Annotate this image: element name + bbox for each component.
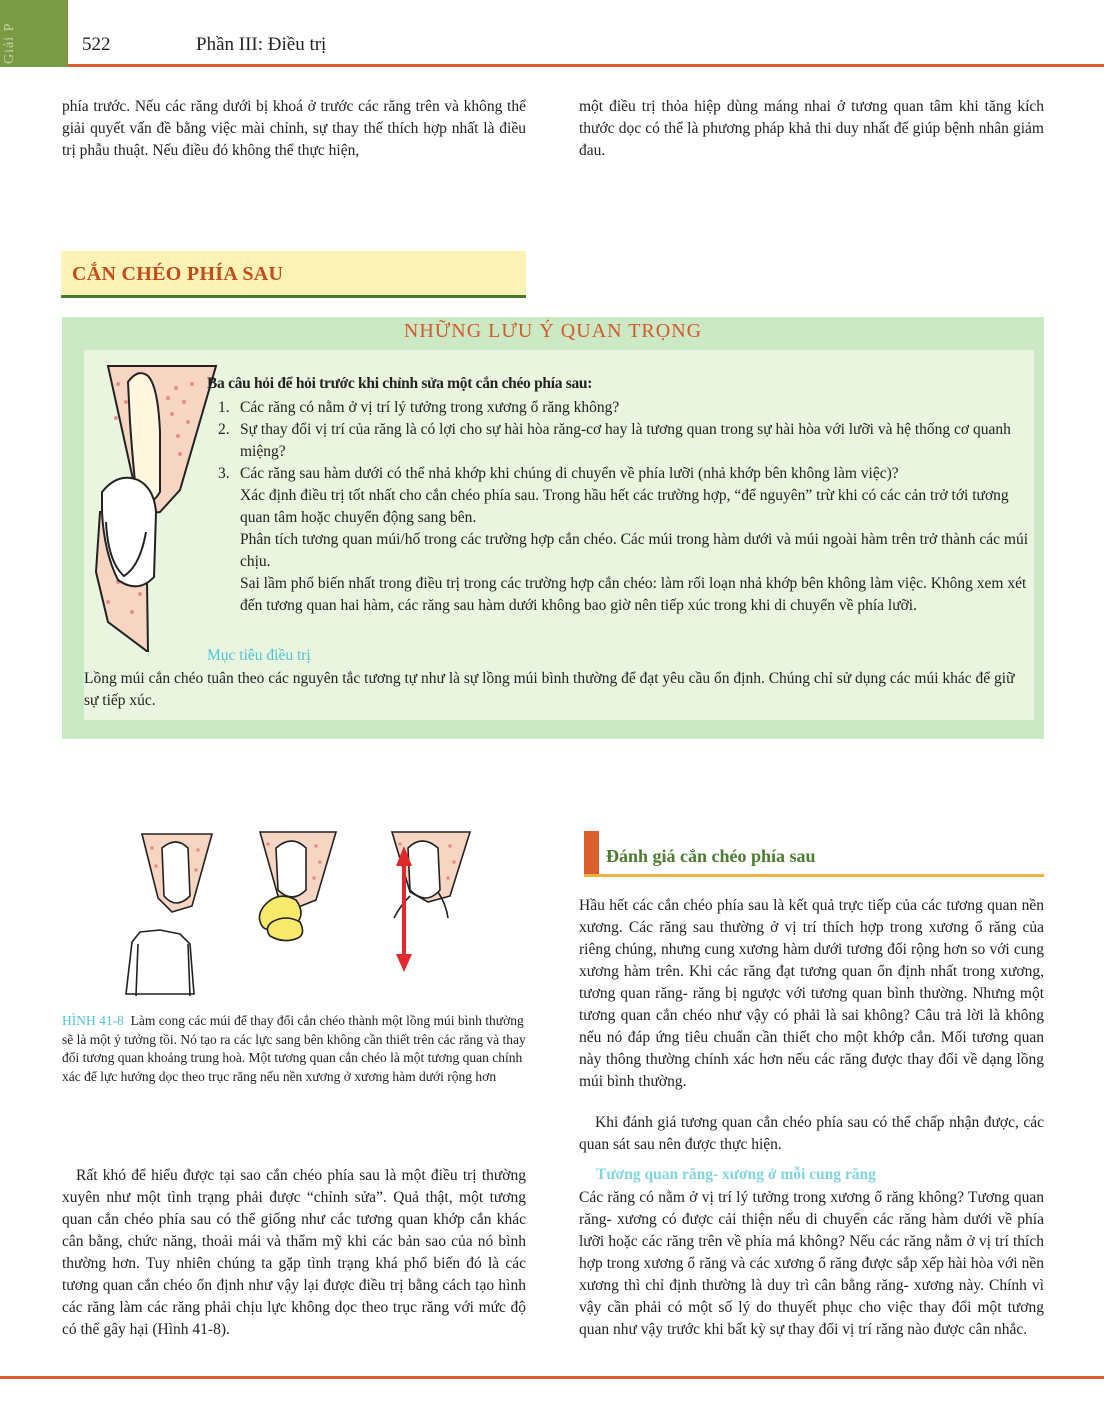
- footer-rule: [0, 1376, 1104, 1379]
- top-right-paragraph: một điều trị thỏa hiệp dùng máng nhai ở tương quan tâm khi tăng kích thước dọc có thể là phương pháp khả thi duy nhất để giúp bệnh nhân giảm đau.: [579, 98, 1044, 159]
- top-left-paragraph: phía trước. Nếu các răng dưới bị khoá ở trước các răng trên và không thể giải quyết vấn đề bằng việc mài chỉnh, sự thay thế thích hợp nhất là điều trị phẫu thuật. Nếu điều đó không thể thực hiện,: [62, 98, 526, 159]
- tooth-panel-3: [392, 832, 470, 972]
- right-heading-rule: [584, 874, 1044, 877]
- box-heading: Ba câu hỏi để hỏi trước khi chỉnh sửa một cắn chéo phía sau:: [207, 375, 593, 392]
- goal-label: Mục tiêu điều trị: [207, 647, 311, 664]
- section-title: CẮN CHÉO PHÍA SAU: [72, 263, 284, 285]
- goal-text: Lồng múi cắn chéo tuân theo các nguyên tắc tương tự như là sự lồng múi bình thường để đạt yêu cầu ổn định. Chúng chỉ sử dụng các múi khác để giữ sự tiếp xúc.: [84, 670, 1015, 709]
- list-item: 3. Các răng sau hàm dưới có thể nhả khớp khi chúng di chuyển về phía lưỡi (nhả khớp bên không làm việc)? Xác định điều trị tốt nhất cho cắn chéo phía sau. Trong hầu hết các trường hợp, “để nguyên” trừ khi có các cản trở tới tương quan tâm hoặc chuyển động sang bên. Phân tích tương quan múi/hố trong các trường hợp cắn chéo. Các múi trong hàm dưới và múi ngoài hàm trên trở thành các múi chịu. Sai lầm phổ biến nhất trong điều trị trong các trường hợp cắn chéo: làm rối loạn nhả khớp bên không làm việc. Không xem xét đến tương quan hai hàm, các răng sau hàm dưới không bao giờ nên tiếp xúc trong khi di chuyển về phía lưỡi.: [218, 465, 1029, 614]
- header-rule: [68, 64, 1104, 67]
- tooth-panel-1: [126, 834, 212, 996]
- right-paragraph-2: Khi đánh giá tương quan cắn chéo phía sau có thể chấp nhận được, các quan sát sau nên được thực hiện.: [579, 1114, 1044, 1153]
- right-heading-bar: [584, 831, 599, 875]
- figure-41-8-illustration: [110, 826, 490, 1002]
- question-list: [218, 397, 1030, 617]
- important-notes-title: NHỮNG LƯU Ý QUAN TRỌNG: [403, 320, 703, 342]
- left-body-paragraph: Rất khó để hiểu được tại sao cắn chéo phía sau là một điều trị thường xuyên như một tình trạng phải được “chỉnh sửa”. Quả thật, một tương quan cắn chéo phía sau có thể giống như các tương quan khớp cắn khác cân bằng, chức năng, thoải mái và thẩm mỹ khi các bản sao của nó bình thường hơn. Tuy nhiên chúng ta gặp tình trạng khá phổ biến đó là các tương quan cắn chéo ổn định như vậy lại được điều trị bằng cách tạo hình các răng làm các răng phải chịu lực không dọc theo trục răng với mức độ có thể gây hại (Hình 41-8).: [62, 1167, 526, 1338]
- list-item: 2. Sự thay đổi vị trí của răng là có lợi cho sự hài hòa răng-cơ hay là tương quan trong sự hài hòa với lưỡi và hệ thống cơ quanh miệng?: [218, 421, 1011, 460]
- section-heading-rule: [61, 295, 526, 298]
- figure-label: HÌNH 41-8: [62, 1013, 124, 1028]
- crossbite-tooth-illustration: [88, 362, 218, 652]
- figure-caption: [62, 1012, 530, 1086]
- running-title: Phần III: Điều trị: [196, 34, 327, 55]
- right-heading: Đánh giá cắn chéo phía sau: [606, 846, 816, 866]
- side-tab-text: Giải P: [2, 22, 17, 64]
- list-item: 1. Các răng có nằm ở vị trí lý tưởng trong xương ổ răng không?: [218, 399, 620, 416]
- right-paragraph-1: Hầu hết các cắn chéo phía sau là kết quả trực tiếp của các tương quan nền xương. Các răng sau thường ở vị trí thích hợp trong xương ổ răng của riêng chúng, nhưng cung xương hàm dưới tương đối rộng hơn so với cung xương hàm trên. Khi các răng đạt tương quan ổn định nhất trong xương, tương quan răng- răng bị ngược với tương quan bình thường. Nhưng một tương quan cắn chéo như vậy có phải là sai không? Câu trả lời là không nếu nó đáp ứng tiêu chuẩn cần thiết cho một khớp cắn. Mối tương quan này thông thường chính xác hơn nếu các răng được thay đổi về dạng lồng múi bình thường.: [579, 897, 1044, 1090]
- right-paragraph-3: Các răng có nằm ở vị trí lý tưởng trong xương ổ răng không? Tương quan răng- xương có được cải thiện nếu di chuyển các răng hàm dưới về phía lưỡi hoặc các răng trên về phía má không? Nếu các răng nằm ở vị trí thích hợp trong xương ổ răng và các xương ổ răng được sắp xếp hài hòa với nền xương thì chỉ định thường là duy trì cân bằng răng- xương này. Chính vì vậy cần phải có một số lý do thuyết phục cho việc thay đổi một tương quan như vậy trước khi bất kỳ sự thay đổi vị trí răng nào được cân nhắc.: [579, 1189, 1044, 1338]
- right-subheading: Tương quan răng- xương ở mỗi cung răng: [596, 1166, 876, 1183]
- figure-caption-text: Làm cong các múi để thay đổi cắn chéo thành một lồng múi bình thường sẽ là một ý tưởng tồi. Nó tạo ra các lực sang bên không cần thiết trên các răng và thay đổi tương quan khoảng trung hoà. Một tương quan cắn chéo là một tương quan chính xác để lực hướng dọc theo trục răng nếu nền xương ở xương hàm dưới rộng hơn: [62, 1013, 526, 1084]
- page-number: 522: [82, 34, 111, 55]
- tooth-panel-2: [259, 832, 336, 941]
